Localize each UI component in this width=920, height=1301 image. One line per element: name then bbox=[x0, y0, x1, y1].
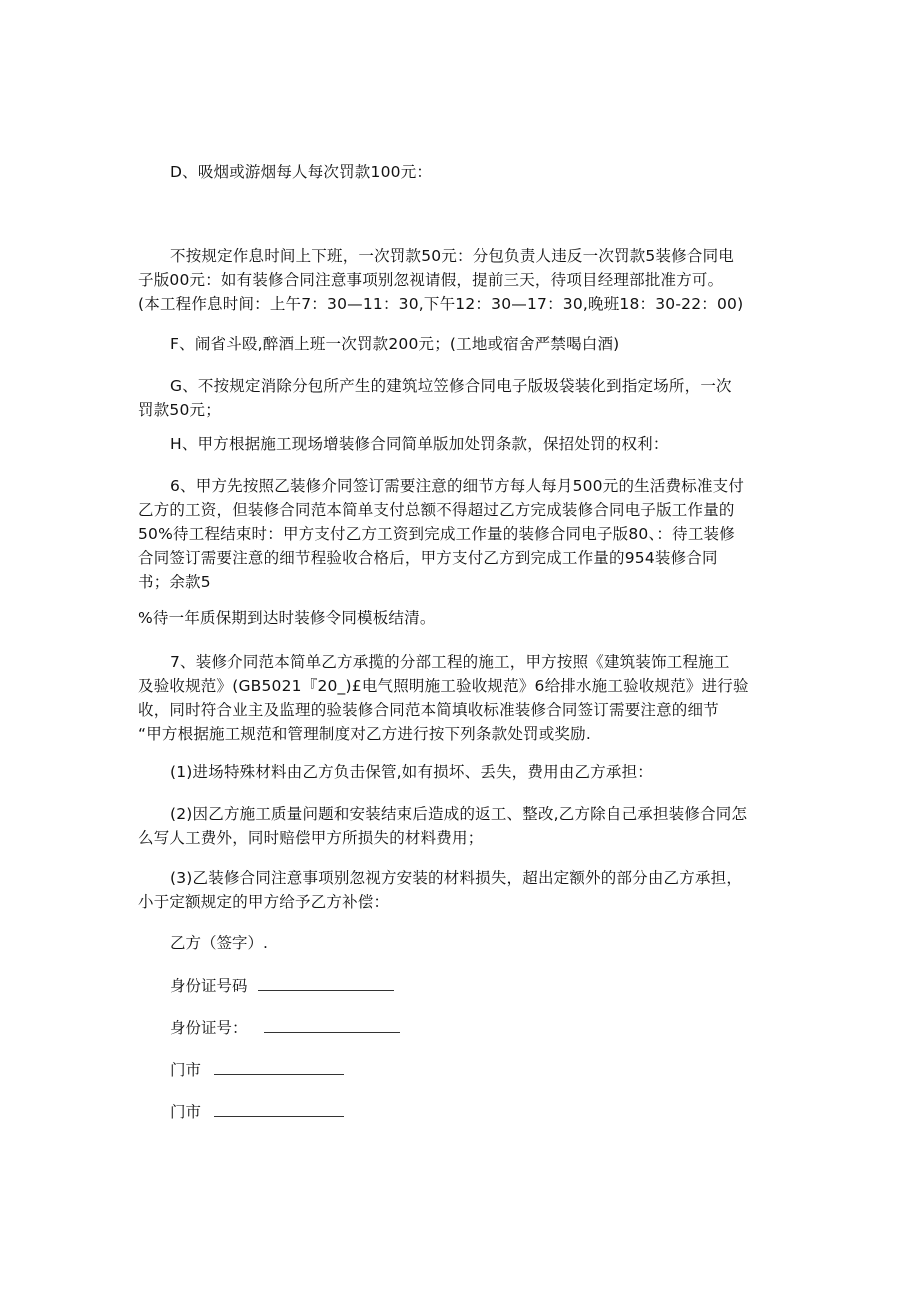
item-7-line: 7、装修介同范本简单乙方承揽的分部工程的施工，甲方按照《建筑装饰工程施工 bbox=[170, 653, 730, 671]
party-b-label: 乙方（签字）. bbox=[170, 934, 268, 952]
clause-3-line: (3)乙装修合同注意事项别忽视方安装的材料损失，超出定额外的部分由乙方承担， bbox=[170, 869, 743, 887]
item-6-line: 书；余款5 bbox=[138, 573, 211, 591]
party-b-signature bbox=[170, 932, 268, 954]
shop-label: 门市 bbox=[170, 1103, 202, 1121]
id-no-field bbox=[170, 1016, 400, 1039]
id-code-blank[interactable] bbox=[258, 974, 394, 991]
item-d bbox=[138, 160, 788, 184]
shop-field-2 bbox=[170, 1100, 344, 1123]
clause-2 bbox=[138, 802, 788, 850]
shop-field-1 bbox=[170, 1058, 344, 1081]
shop-blank[interactable] bbox=[214, 1058, 344, 1075]
item-h-text: H、甲方根据施工现场增装修合同简单版加处罚条款，保招处罚的权利： bbox=[170, 435, 669, 453]
item-6-tail-text: %待一年质保期到达时装修令同模板结清。 bbox=[138, 609, 436, 627]
item-6-line: 50%待工程结束时：甲方支付乙方工资到完成工作量的装修合同电子版80、：待工装修 bbox=[138, 525, 735, 543]
item-g-line: 罚款50元； bbox=[138, 401, 221, 419]
shop-blank[interactable] bbox=[214, 1100, 344, 1117]
item-f bbox=[138, 332, 788, 356]
id-code-label: 身份证号码 bbox=[170, 977, 248, 995]
shop-label: 门市 bbox=[170, 1061, 202, 1079]
item-e-line: 不按规定作息时间上下班，一次罚款50元：分包负责人违反一次罚款5装修合同电 bbox=[170, 247, 734, 265]
item-6-line: 6、甲方先按照乙装修介同签订需要注意的细节方每人每月500元的生活费标准支付 bbox=[170, 477, 745, 495]
item-e-line: (本工程作息时间：上午7：30—11：30,下午12：30—17：30,晚班18：30-22：00) bbox=[138, 295, 744, 313]
item-f-text: F、闹省斗殴,醉酒上班一次罚款200元；(工地或宿舍严禁喝白酒) bbox=[170, 335, 620, 353]
item-h bbox=[138, 432, 788, 456]
item-7-line: 收，同时符合业主及监理的验装修合同范本简填收标准装修合同签订需要注意的细节 bbox=[138, 701, 719, 719]
item-7 bbox=[138, 650, 788, 746]
item-6 bbox=[138, 474, 788, 594]
item-6-line: 乙方的工资，但装修合同范本简单支付总额不得超过乙方完成装修合同电子版工作量的 bbox=[138, 501, 735, 519]
clause-2-line: 么写人工费外，同时赔偿甲方所损失的材料费用； bbox=[138, 829, 484, 847]
item-d-text: D、吸烟或游烟每人每次罚款100元： bbox=[170, 163, 433, 181]
clause-1 bbox=[138, 760, 788, 784]
item-e bbox=[138, 244, 788, 316]
clause-3 bbox=[138, 866, 788, 914]
item-g-line: G、不按规定消除分包所产生的建筑垃笠修合同电子版圾袋装化到指定场所，一次 bbox=[170, 377, 732, 395]
id-code-field bbox=[170, 974, 394, 997]
item-7-line: 及验收规范》(GB5021『20_)£电气照明施工验收规范》6给排水施工验收规范》进行验 bbox=[138, 677, 749, 695]
item-7-line: “甲方根据施工规范和管理制度对乙方进行按下列条款处罚或奖励. bbox=[138, 725, 591, 743]
id-no-blank[interactable] bbox=[264, 1016, 400, 1033]
item-6-line: 合同签订需要注意的细节程验收合格后，甲方支付乙方到完成工作量的954装修合同 bbox=[138, 549, 718, 567]
item-6-tail bbox=[138, 606, 788, 630]
clause-2-line: (2)因乙方施工质量问题和安装结束后造成的返工、整改,乙方除自己承担装修合同怎 bbox=[170, 805, 748, 823]
id-no-label: 身份证号： bbox=[170, 1019, 248, 1037]
item-g bbox=[138, 374, 788, 422]
clause-3-line: 小于定额规定的甲方给予乙方补偿： bbox=[138, 893, 390, 911]
clause-1-text: (1)进场特殊材料由乙方负击保管,如有损坏、丢失，费用由乙方承担： bbox=[170, 763, 653, 781]
item-e-line: 子版00元：如有装修合同注意事项别忽视请假，提前三天，待项目经理部批准方可。 bbox=[138, 271, 724, 289]
